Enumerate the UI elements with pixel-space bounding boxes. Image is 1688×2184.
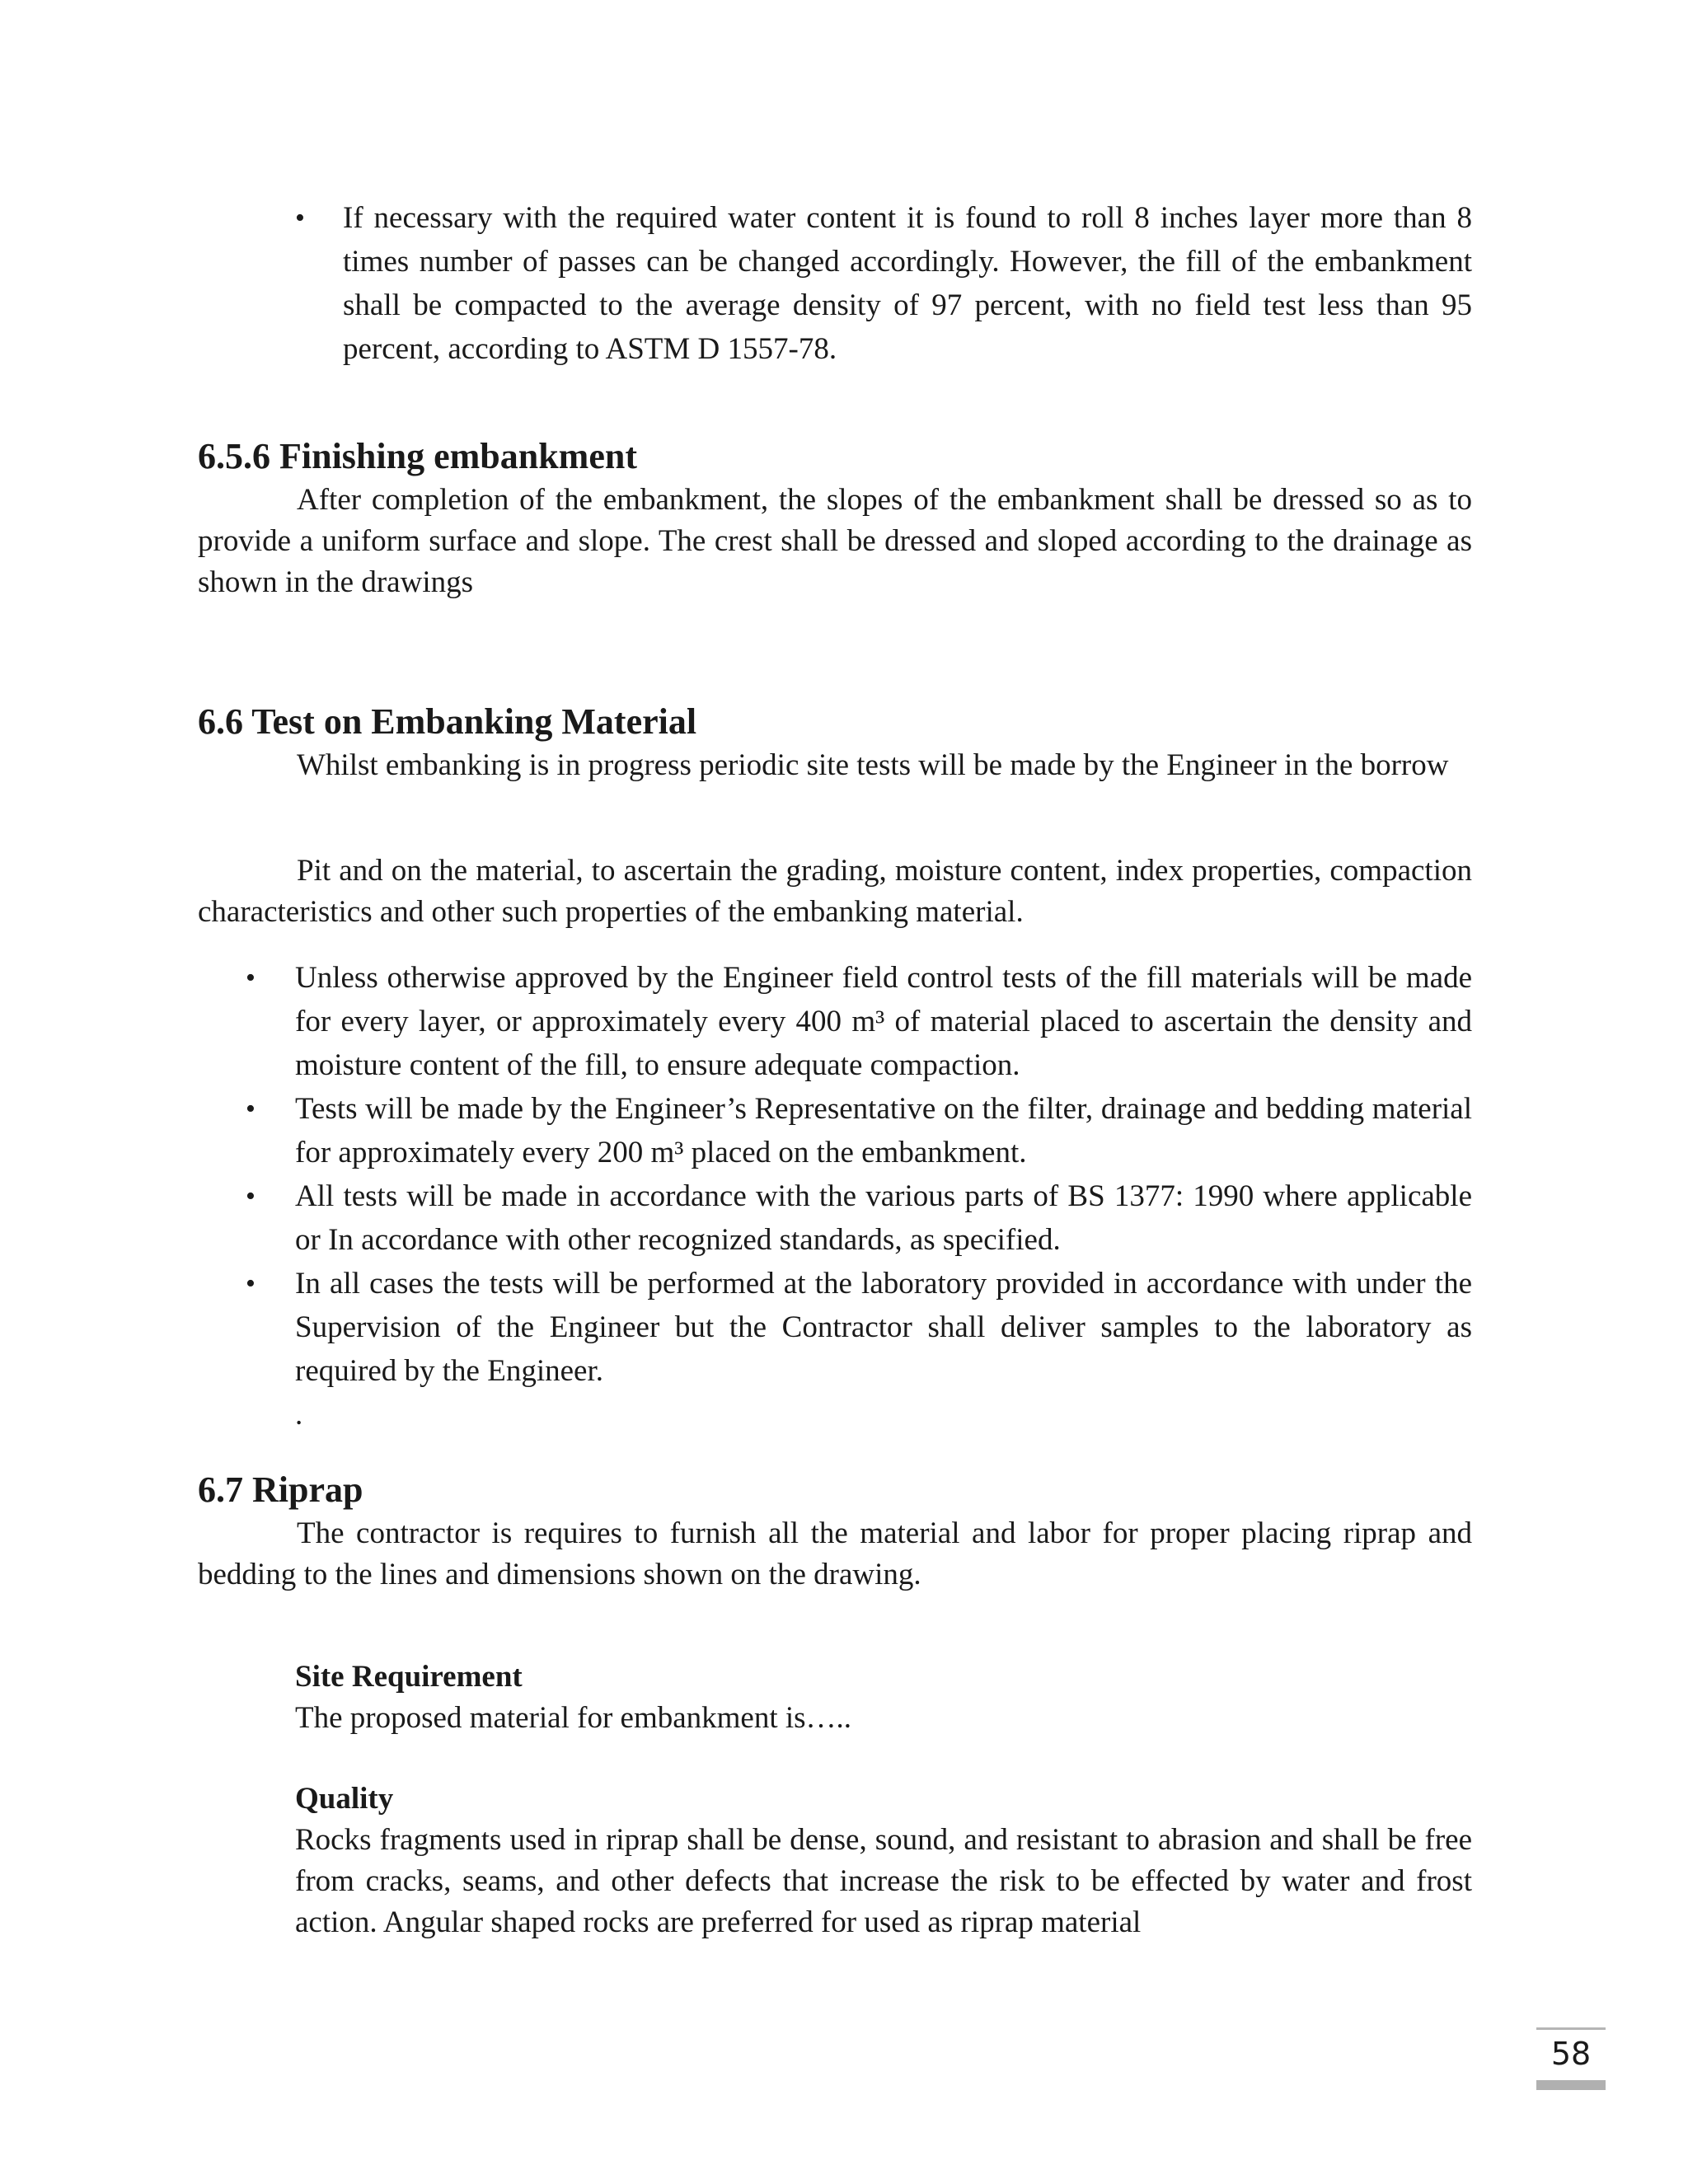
site-requirement-text: The proposed material for embankment is…..: [295, 1701, 852, 1735]
list-item-text: If necessary with the required water content it is found to roll 8 inches layer more than 8 times number of passes can be changed accordingly. However, the fill of the embankment shall be compacted to the average density of 97 percent, with no field test less than 95 percent, according to ASTM D 1557-78.: [343, 201, 1472, 366]
page-number: 58: [1550, 2036, 1592, 2072]
list-item: [198, 956, 1472, 1087]
list-item: [295, 196, 1472, 371]
bullet-icon: •: [246, 963, 256, 993]
section-66-paragraph-2: Pit and on the material, to ascertain the grading, moisture content, index properties, compaction characteristics and other such properties of the embanking material.: [198, 854, 1472, 929]
quality-block: [295, 1779, 1472, 1943]
page-number-bottom-rule: [1536, 2080, 1606, 2090]
site-requirement-title: Site Requirement: [295, 1660, 523, 1694]
list-item: [198, 1262, 1472, 1393]
section-66-bullet-list: [198, 956, 1472, 1393]
section-heading-66: 6.6 Test on Embanking Material: [198, 701, 697, 742]
site-requirement-block: [295, 1657, 1472, 1739]
list-item-text: All tests will be made in accordance with the various parts of BS 1377: 1990 where applicable or In accordance with other recognized standards, as specified.: [295, 1179, 1472, 1257]
bullet-icon: •: [246, 1268, 256, 1299]
section-heading-656: 6.5.6 Finishing embankment: [198, 436, 637, 476]
bullet-icon: •: [246, 1094, 256, 1124]
quality-text: Rocks fragments used in riprap shall be dense, sound, and resistant to abrasion and shall be free from cracks, seams, and other defects that increase the risk to be effected by water and frost action. Angular shaped rocks are preferred for used as riprap material: [295, 1823, 1472, 1939]
top-bullet-list: [295, 196, 1472, 371]
section-67-paragraph: The contractor is requires to furnish all the material and labor for proper placing riprap and bedding to the lines and dimensions shown on the drawing.: [198, 1516, 1472, 1591]
section-656-paragraph: After completion of the embankment, the slopes of the embankment shall be dressed so as to provide a uniform surface and slope. The crest shall be dressed and sloped according to the drainage as shown in the drawings: [198, 483, 1472, 599]
quality-title: Quality: [295, 1782, 394, 1816]
bullet-icon: •: [246, 1181, 256, 1212]
section-66-paragraph-1: Whilst embanking is in progress periodic site tests will be made by the Engineer in the borrow: [297, 748, 1449, 782]
list-item: [198, 1174, 1472, 1262]
bullet-icon: •: [295, 203, 305, 233]
list-item-text: Unless otherwise approved by the Engineer field control tests of the fill materials will be made for every layer, or approximately every 400 m³ of material placed to ascertain the density and moisture content of the fill, to ensure adequate compaction.: [295, 961, 1472, 1082]
list-item-text: Tests will be made by the Engineer’s Representative on the filter, drainage and bedding material for approximately every 200 m³ placed on the embankment.: [295, 1092, 1472, 1169]
trailing-dot: .: [295, 1398, 303, 1432]
list-item: [198, 1087, 1472, 1174]
list-item-text: In all cases the tests will be performed at the laboratory provided in accordance with under the Supervision of the Engineer but the Contractor shall deliver samples to the laboratory as required by the Engineer.: [295, 1267, 1472, 1388]
section-heading-67: 6.7 Riprap: [198, 1469, 363, 1510]
page-number-top-rule: [1536, 2027, 1606, 2030]
